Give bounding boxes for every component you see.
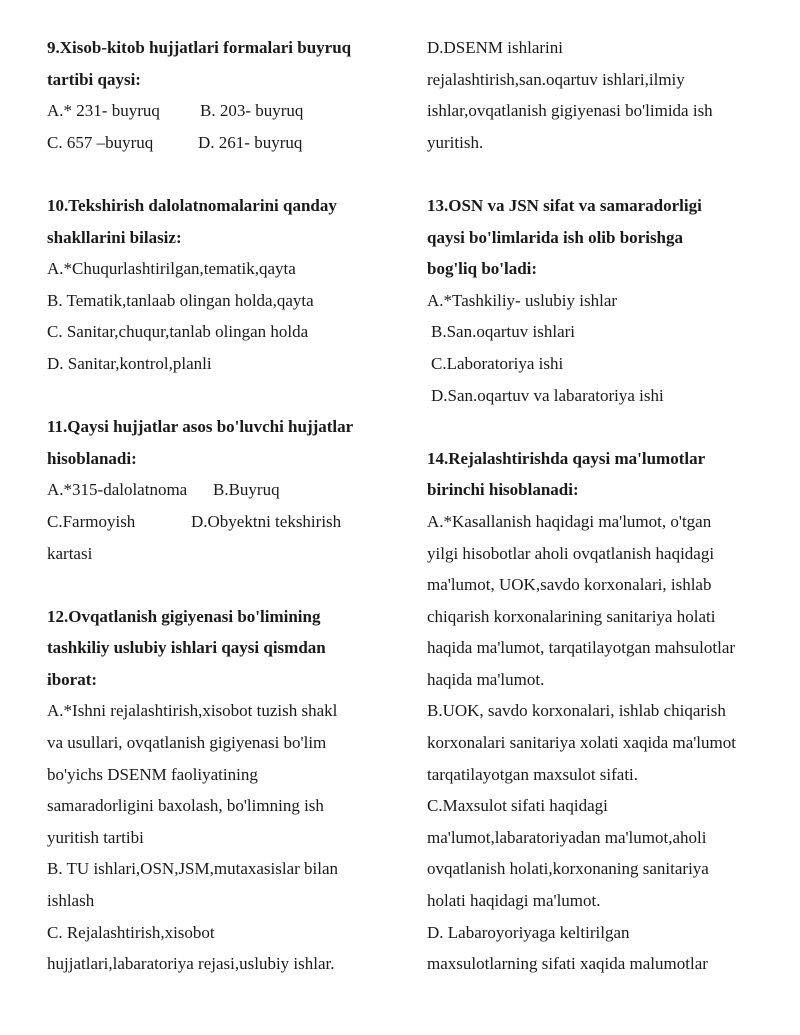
question-10-title-line-1: 10.Tekshirish dalolatnomalarini qanday xyxy=(47,195,337,215)
question-12-title-line-3: iborat: xyxy=(47,669,98,689)
question-10-option-d: D. Sanitar,kontrol,planli xyxy=(47,353,212,373)
question-12-option-d-line-2: rejalashtirish,san.oqartuv ishlari,ilmiy xyxy=(427,69,685,89)
question-12-option-d-line-4: yuritish. xyxy=(427,132,484,152)
question-14-option-a-line-1: A.*Kasallanish haqidagi ma'lumot, o'tgan xyxy=(427,511,712,531)
question-12-option-a-line-5: yuritish tartibi xyxy=(47,827,144,847)
question-14-option-b-line-1: B.UOK, savdo korxonalari, ishlab chiqarish xyxy=(427,701,726,721)
question-12-title-line-2: tashkiliy uslubiy ishlari qaysi qismdan xyxy=(47,638,326,658)
question-12-option-c-line-1: C. Rejalashtirish,xisobot xyxy=(47,922,215,942)
question-11-title-line-2: hisoblanadi: xyxy=(47,448,137,468)
question-9-options-cd xyxy=(47,127,387,159)
question-13-option-b: B.San.oqartuv ishlari xyxy=(431,322,576,342)
question-12-option-d-line-3: ishlar,ovqatlanish gigiyenasi bo'limida ish xyxy=(427,101,713,121)
question-9-option-b: B. 203- buyruq xyxy=(200,101,304,121)
question-11-title-line-1: 11.Qaysi hujjatlar asos bo'luvchi hujjatlar xyxy=(47,417,354,437)
question-12-option-a-line-3: bo'yichs DSENM faoliyatining xyxy=(47,764,258,784)
question-13-title-line-3: bog'liq bo'ladi: xyxy=(427,259,538,279)
question-12-option-d-line-1: D.DSENM ishlarini xyxy=(427,38,563,57)
question-10-title-line-2: shakllarini bilasiz: xyxy=(47,227,182,247)
question-13-title-line-1: 13.OSN va JSN sifat va samaradorligi xyxy=(427,195,702,215)
question-11 xyxy=(47,411,387,569)
question-14-option-a-line-3: ma'lumot, UOK,savdo korxonalari, ishlab xyxy=(427,575,712,595)
question-13-option-c: C.Laboratoriya ishi xyxy=(431,353,564,373)
question-9-title-line-1: 9.Xisob-kitob hujjatlari formalari buyruq xyxy=(47,38,352,57)
question-12-option-b-line-1: B. TU ishlari,OSN,JSM,mutaxasislar bilan xyxy=(47,859,339,879)
question-11-option-d-cont: kartasi xyxy=(47,543,93,563)
question-11-option-b: B.Buyruq xyxy=(213,480,280,500)
question-11-option-d: D.Obyektni tekshirish xyxy=(191,511,342,531)
question-12-option-b-line-2: ishlash xyxy=(47,891,95,911)
question-12 xyxy=(47,601,387,980)
question-9-option-d: D. 261- buyruq xyxy=(198,132,303,152)
question-14-option-b-line-3: tarqatilayotgan maxsulot sifati. xyxy=(427,764,639,784)
left-column xyxy=(47,32,387,980)
right-column xyxy=(427,32,772,980)
question-14 xyxy=(427,443,772,980)
question-14-option-a-line-4: chiqarish korxonalarining sanitariya holati xyxy=(427,606,716,626)
question-14-title-line-2: birinchi hisoblanadi: xyxy=(427,480,579,500)
question-14-option-d-line-1: D. Labaroyoriyaga keltirilgan xyxy=(427,922,630,942)
question-11-options-cd xyxy=(47,506,387,538)
question-14-option-a-line-2: yilgi hisobotlar aholi ovqatlanish haqidagi xyxy=(427,543,715,563)
question-13 xyxy=(427,190,772,411)
question-14-option-c-line-3: ovqatlanish holati,korxonaning sanitariya xyxy=(427,859,709,879)
question-14-option-c-line-4: holati haqidagi ma'lumot. xyxy=(427,891,601,911)
question-9-title-line-2: tartibi qaysi: xyxy=(47,69,141,89)
question-9-options-ab xyxy=(47,95,387,127)
question-10-option-a: A.*Chuqurlashtirilgan,tematik,qayta xyxy=(47,259,296,279)
question-12-option-d xyxy=(427,32,772,158)
question-11-options-ab xyxy=(47,474,387,506)
question-12-option-a-line-2: va usullari, ovqatlanish gigiyenasi bo'lim xyxy=(47,733,327,753)
question-13-title-line-2: qaysi bo'limlarida ish olib borishga xyxy=(427,227,684,247)
question-12-title-line-1: 12.Ovqatlanish gigiyenasi bo'limining xyxy=(47,606,321,626)
question-11-option-a: A.*315-dalolatnoma xyxy=(47,480,188,500)
question-14-option-a-line-5: haqida ma'lumot, tarqatilayotgan mahsulotlar xyxy=(427,638,736,658)
question-14-option-b-line-2: korxonalari sanitariya xolati xaqida ma'lumot xyxy=(427,733,736,753)
question-14-title-line-1: 14.Rejalashtirishda qaysi ma'lumotlar xyxy=(427,448,706,468)
question-14-option-a-line-6: haqida ma'lumot. xyxy=(427,669,545,689)
question-9-option-c: C. 657 –buyruq xyxy=(47,132,154,152)
question-12-option-a-line-4: samaradorligini baxolash, bo'limning ish xyxy=(47,796,324,816)
question-14-option-d-line-2: maxsulotlarning sifati xaqida malumotlar xyxy=(427,954,708,974)
question-14-option-c-line-2: ma'lumot,labaratoriyadan ma'lumot,aholi xyxy=(427,827,707,847)
question-10-option-c: C. Sanitar,chuqur,tanlab olingan holda xyxy=(47,322,309,342)
question-12-option-a-line-1: A.*Ishni rejalashtirish,xisobot tuzish shakl xyxy=(47,701,338,721)
question-13-option-d: D.San.oqartuv va labaratoriya ishi xyxy=(431,385,664,405)
question-9-option-a: A.* 231- buyruq xyxy=(47,101,160,121)
question-10-option-b: B. Tematik,tanlaab olingan holda,qayta xyxy=(47,290,314,310)
question-10 xyxy=(47,190,387,380)
question-12-option-c-line-2: hujjatlari,labaratoriya rejasi,uslubiy ishlar. xyxy=(47,954,335,974)
question-11-option-c: C.Farmoyish xyxy=(47,511,136,531)
question-13-option-a: A.*Tashkiliy- uslubiy ishlar xyxy=(427,290,618,310)
question-14-option-c-line-1: C.Maxsulot sifati haqidagi xyxy=(427,796,608,816)
question-9 xyxy=(47,32,387,158)
